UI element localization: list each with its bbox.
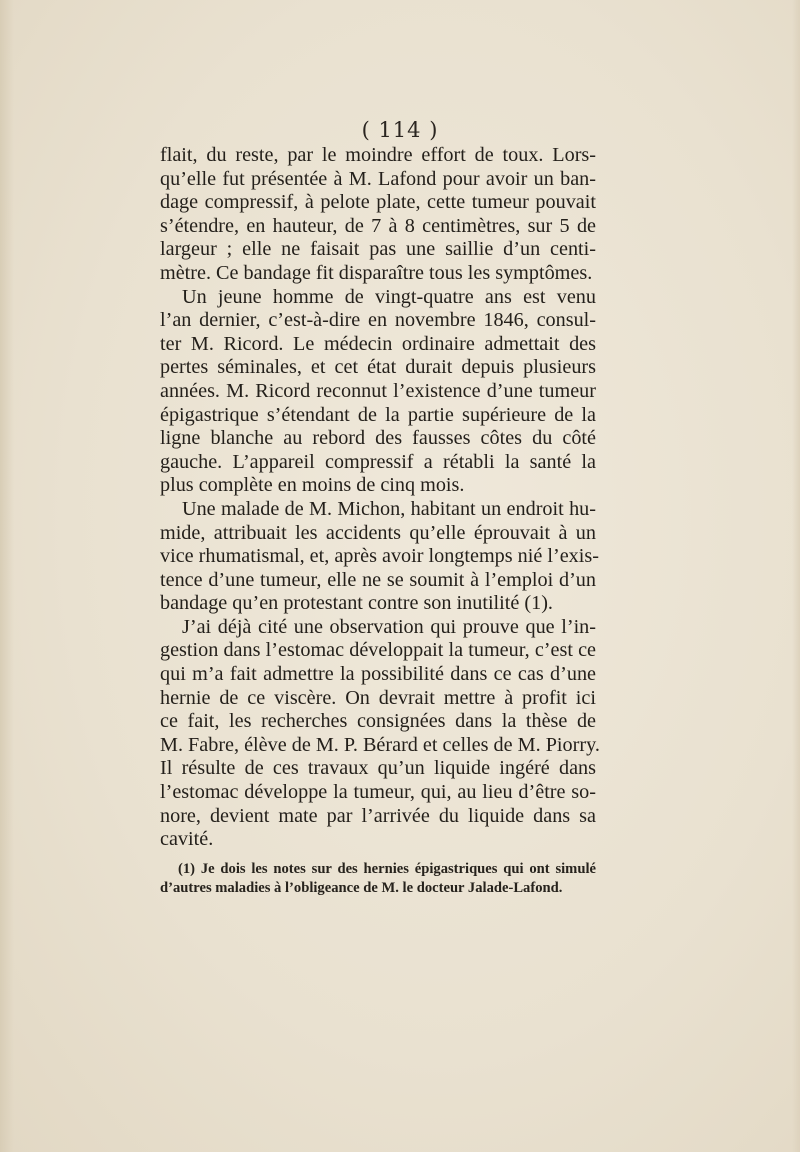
text-line: ter M. Ricord. Le médecin ordinaire admettait des: [160, 332, 596, 355]
text-line: mide, attribuait les accidents qu’elle éprouvait à un: [160, 521, 596, 544]
text-line: largeur ; elle ne faisait pas une saillie d’un centi-: [160, 238, 596, 261]
text-line: J’ai déjà cité une observation qui prouve que l’in-: [182, 615, 596, 638]
text-line: dage compressif, à pelote plate, cette tumeur pouvait: [160, 191, 596, 214]
footnote: [160, 860, 596, 898]
text-line: Une malade de M. Michon, habitant un endroit hu-: [182, 497, 596, 520]
page-edge-shadow: [792, 0, 800, 1152]
text-line: l’an dernier, c’est-à-dire en novembre 1846, consul-: [160, 309, 596, 332]
text-line: plus complète en moins de cinq mois.: [160, 474, 465, 497]
text-line: flait, du reste, par le moindre effort de toux. Lors-: [160, 144, 596, 166]
text-line: gestion dans l’estomac développait la tumeur, c’est ce: [160, 639, 596, 662]
footnote-line: (1) Je dois les notes sur des hernies épigastriques qui ont simulé: [178, 861, 596, 877]
text-line: mètre. Ce bandage fit disparaître tous les symptômes.: [160, 261, 593, 284]
page-spine-shadow: [0, 0, 14, 1152]
text-line: ligne blanche au rebord des fausses côtes du côté: [160, 427, 596, 450]
text-line: cavité.: [160, 828, 214, 851]
page-number: ( 114 ): [361, 118, 439, 142]
text-line: bandage qu’en protestant contre son inutilité (1).: [160, 592, 553, 615]
footnote-line: d’autres maladies à l’obligeance de M. le docteur Jalade-Lafond.: [160, 880, 563, 896]
text-line: M. Fabre, élève de M. P. Bérard et celles de M. Piorry.: [160, 733, 600, 756]
text-line: hernie de ce viscère. On devrait mettre à profit ici: [160, 686, 596, 709]
text-line: années. M. Ricord reconnut l’existence d’une tumeur: [160, 379, 596, 402]
text-line: pertes séminales, et cet état durait depuis plusieurs: [160, 356, 596, 379]
text-line: s’étendre, en hauteur, de 7 à 8 centimètres, sur 5 de: [160, 214, 596, 237]
text-line: Un jeune homme de vingt-quatre ans est venu: [182, 285, 596, 308]
text-line: vice rhumatismal, et, après avoir longtemps nié l’exis-: [160, 545, 599, 568]
text-line: nore, devient mate par l’arrivée du liquide dans sa: [160, 804, 596, 827]
text-line: ce fait, les recherches consignées dans la thèse de: [160, 710, 596, 733]
body-text: [160, 144, 600, 852]
text-line: gauche. L’appareil compressif a rétabli la santé la: [160, 450, 596, 473]
text-line: tence d’une tumeur, elle ne se soumit à l’emploi d’un: [160, 568, 596, 591]
text-line: Il résulte de ces travaux qu’un liquide ingéré dans: [160, 757, 596, 780]
text-line: qu’elle fut présentée à M. Lafond pour avoir un ban-: [160, 167, 596, 190]
text-line: épigastrique s’étendant de la partie supérieure de la: [160, 403, 596, 426]
text-line: l’estomac développe la tumeur, qui, au lieu d’être so-: [160, 781, 596, 804]
text-line: qui m’a fait admettre la possibilité dans ce cas d’une: [160, 663, 596, 686]
